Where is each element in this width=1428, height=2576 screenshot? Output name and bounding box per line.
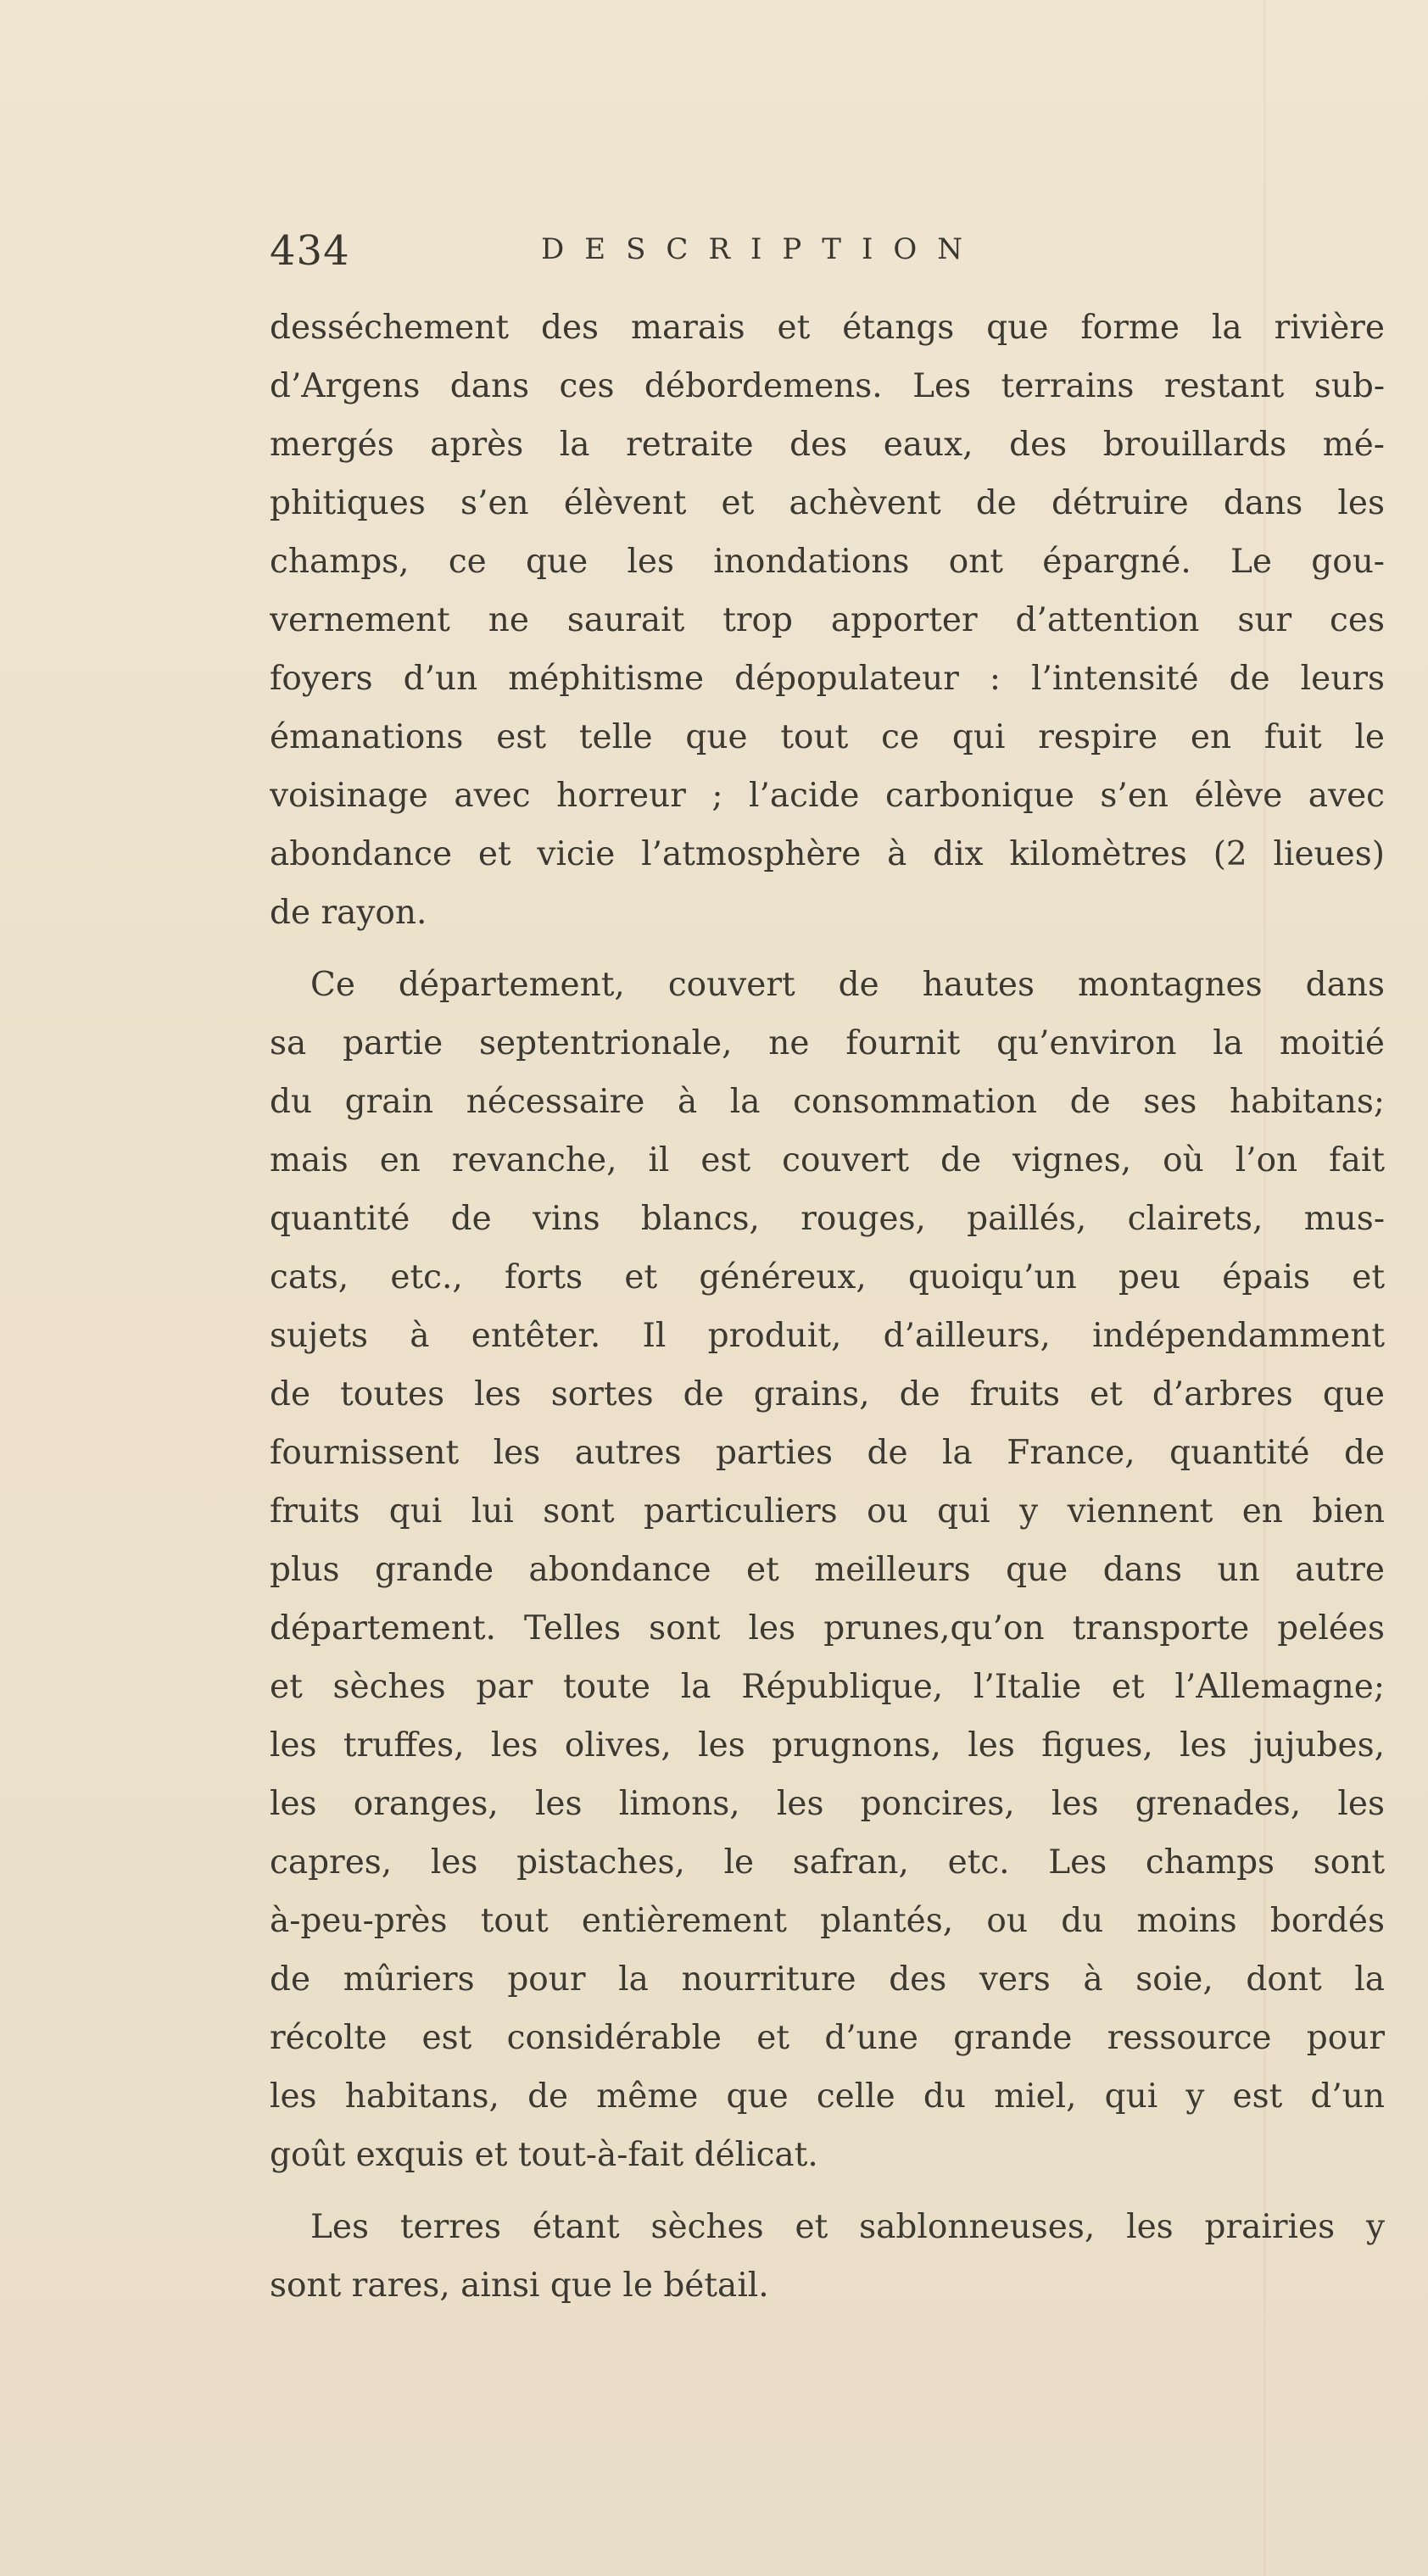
- text-line: capres, les pistaches, le safran, etc. Les champs sont: [270, 1843, 1385, 1882]
- text-line: voisinage avec horreur ; l’acide carbonique s’en élève avec: [270, 777, 1385, 815]
- text-line: goût exquis et tout-à-fait délicat.: [270, 2136, 818, 2174]
- text-line: sujets à entêter. Il produit, d’ailleurs, indépendamment: [270, 1317, 1385, 1355]
- text-line: desséchement des marais et étangs que forme la rivière: [270, 309, 1385, 347]
- paragraph-gap: [270, 942, 1385, 956]
- text-line: Ce département, couvert de hautes montagnes dans: [310, 966, 1385, 1004]
- text-line: de rayon.: [270, 894, 427, 932]
- text-line: foyers d’un méphitisme dépopulateur : l’intensité de leurs: [270, 660, 1385, 698]
- text-line: champs, ce que les inondations ont épargné. Le gou-: [270, 543, 1385, 581]
- text-line: mais en revanche, il est couvert de vignes, où l’on fait: [270, 1141, 1385, 1179]
- text-line: et sèches par toute la République, l’Italie et l’Allemagne;: [270, 1668, 1385, 1706]
- paragraph-2: [270, 956, 1385, 2184]
- text-line: de mûriers pour la nourriture des vers à soie, dont la: [270, 1960, 1385, 1999]
- text-line: plus grande abondance et meilleurs que dans un autre: [270, 1551, 1385, 1589]
- text-line: récolte est considérable et d’une grande ressource pour: [270, 2019, 1385, 2057]
- text-line: mergés après la retraite des eaux, des brouillards mé-: [270, 426, 1385, 464]
- text-line: sont rares, ainsi que le bétail.: [270, 2267, 769, 2305]
- text-line: phitiques s’en élèvent et achèvent de détruire dans les: [270, 484, 1385, 522]
- text-line: à-peu-près tout entièrement plantés, ou du moins bordés: [270, 1902, 1385, 1940]
- page-number: 434: [270, 227, 350, 275]
- text-line: fournissent les autres parties de la France, quantité de: [270, 1434, 1385, 1472]
- body-text: [270, 298, 1385, 2315]
- text-line: du grain nécessaire à la consommation de ses habitans;: [270, 1083, 1385, 1121]
- paragraph-gap: [270, 2184, 1385, 2198]
- running-head: DESCRIPTION: [541, 232, 984, 266]
- text-line: les oranges, les limons, les poncires, les grenades, les: [270, 1785, 1385, 1823]
- text-line: vernement ne saurait trop apporter d’attention sur ces: [270, 601, 1385, 639]
- text-line: Les terres étant sèches et sablonneuses, les prairies y: [310, 2208, 1385, 2246]
- paragraph-3: [270, 2198, 1385, 2315]
- text-line: les truffes, les olives, les prugnons, les figues, les jujubes,: [270, 1726, 1385, 1765]
- text-line: émanations est telle que tout ce qui respire en fuit le: [270, 718, 1385, 756]
- text-line: département. Telles sont les prunes,qu’on transporte pelées: [270, 1609, 1385, 1648]
- text-line: les habitans, de même que celle du miel, qui y est d’un: [270, 2077, 1385, 2116]
- text-line: cats, etc., forts et généreux, quoiqu’un peu épais et: [270, 1258, 1385, 1296]
- text-line: d’Argens dans ces débordemens. Les terrains restant sub-: [270, 367, 1385, 405]
- paragraph-1: [270, 298, 1385, 942]
- text-line: fruits qui lui sont particuliers ou qui y viennent en bien: [270, 1492, 1385, 1531]
- text-line: de toutes les sortes de grains, de fruits et d’arbres que: [270, 1375, 1385, 1413]
- text-line: quantité de vins blancs, rouges, paillés, clairets, mus-: [270, 1200, 1385, 1238]
- page-header: [270, 227, 1118, 287]
- text-line: abondance et vicie l’atmosphère à dix kilomètres (2 lieues): [270, 835, 1385, 873]
- text-line: sa partie septentrionale, ne fournit qu’environ la moitié: [270, 1024, 1385, 1062]
